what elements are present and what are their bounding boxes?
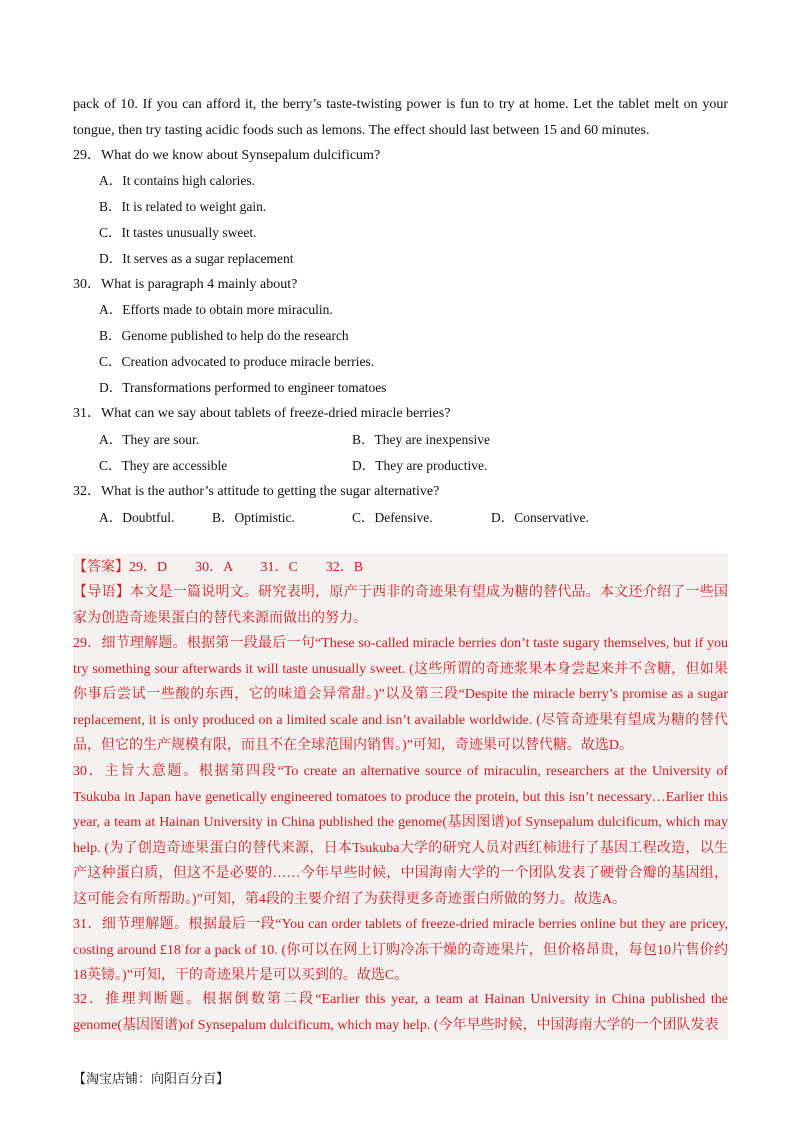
- option-29-d: D．It serves as a sugar replacement: [99, 251, 294, 266]
- guide-text: 【导语】本文是一篇说明文。研究表明，原产于西非的奇迹果有望成为糖的替代品。本文还介绍了一些国家为创造奇迹果蛋白的替代来源而做出的努力。: [73, 585, 728, 626]
- explanation-32: 32．推理判断题。根据倒数第二段“Earlier this year, a team at Hainan University in China published the genome(基因图谱)of Synsepalum dulcificum, which may help. (今年早些时候，中国海南大学的一个团队发表: [73, 992, 728, 1033]
- option-32-a: A．Doubtful.: [99, 510, 175, 525]
- explanation-30: 30．主旨大意题。根据第四段“To create an alternative source of miraculin, researchers at the University of Tsukuba in Japan have genetically engineered tomatoes to produce the protein, but this isn’t necessary…Earlier this year, a team at Hainan University in China published the genome(基因图谱)of Synsepalum dulcificum, which may help. (为了创造奇迹果蛋白的替代来源，日本Tsukuba大学的研究人员对西红柿进行了基因工程改造，以生产这种蛋白质，但这不是必要的……今年早些时候，中国海南大学的一个团队发表了硬骨合瓣的基因组，这可能会有所帮助。)”可知，第4段的主要介绍了为获得更多奇迹蛋白所做的努力。故选A。: [73, 764, 728, 907]
- question-31: 31．What can we say about tablets of freeze-dried miracle berries?: [73, 406, 451, 421]
- option-30-b: B．Genome published to help do the research: [99, 328, 349, 343]
- explanation-31: 31．细节理解题。根据最后一段“You can order tablets of freeze-dried miracle berries online but they are pricey, costing around £18 for a pack of 10. (你可以在网上订购冷冻干燥的奇迹果片，但价格昂贵，每包10片售价约18英镑。)”可知，干的奇迹果片是可以买到的。故选C。: [73, 917, 728, 984]
- option-29-a: A．It contains high calories.: [99, 173, 255, 188]
- option-32-b: B．Optimistic.: [212, 510, 295, 525]
- option-31-b: B．They are inexpensive: [352, 432, 490, 447]
- question-30: 30．What is paragraph 4 mainly about?: [73, 277, 298, 292]
- option-31-d: D．They are productive.: [352, 458, 488, 473]
- option-31-a: A．They are sour.: [99, 432, 200, 447]
- option-31-c: C．They are accessible: [99, 458, 228, 473]
- option-30-a: A．Efforts made to obtain more miraculin.: [99, 302, 333, 317]
- option-29-c: C．It tastes unusually sweet.: [99, 225, 257, 240]
- question-32: 32．What is the author’s attitude to getting the sugar alternative?: [73, 484, 440, 499]
- option-32-c: C．Defensive.: [352, 510, 433, 525]
- question-29: 29．What do we know about Synsepalum dulcificum?: [73, 148, 381, 163]
- explanation-29: 29．细节理解题。根据第一段最后一句“These so-called miracle berries don’t taste sugary themselves, but if you try something sour afterwards it will taste unusually sweet. (这些所谓的奇迹浆果本身尝起来并不含糖，但如果你事后尝试一些酸的东西，它的味道会异常甜。)”以及第三段“Despite the miracle berry’s promise as a sugar replacement, it is only produced on a limited scale and isn’t available worldwide. (尽管奇迹果有望成为糖的替代品，但它的生产规模有限，而且不在全球范围内销售。)”可知，奇迹果可以替代糖。故选D。: [73, 636, 728, 754]
- answer-key: 【答案】29．D 30．A 31．C 32．B: [73, 560, 364, 575]
- intro-paragraph: pack of 10. If you can afford it, the berry’s taste-twisting power is fun to try at home. Let the tablet melt on your tongue, then try tasting acidic foods such as lemons. The effect should last between 15 and 60 minutes.: [73, 97, 728, 138]
- option-29-b: B．It is related to weight gain.: [99, 199, 267, 214]
- option-32-d: D．Conservative.: [491, 510, 589, 525]
- option-30-d: D．Transformations performed to engineer tomatoes: [99, 380, 387, 395]
- option-30-c: C．Creation advocated to produce miracle berries.: [99, 354, 375, 369]
- footer-shop-label: 【淘宝店铺：向阳百分百】: [73, 1072, 230, 1087]
